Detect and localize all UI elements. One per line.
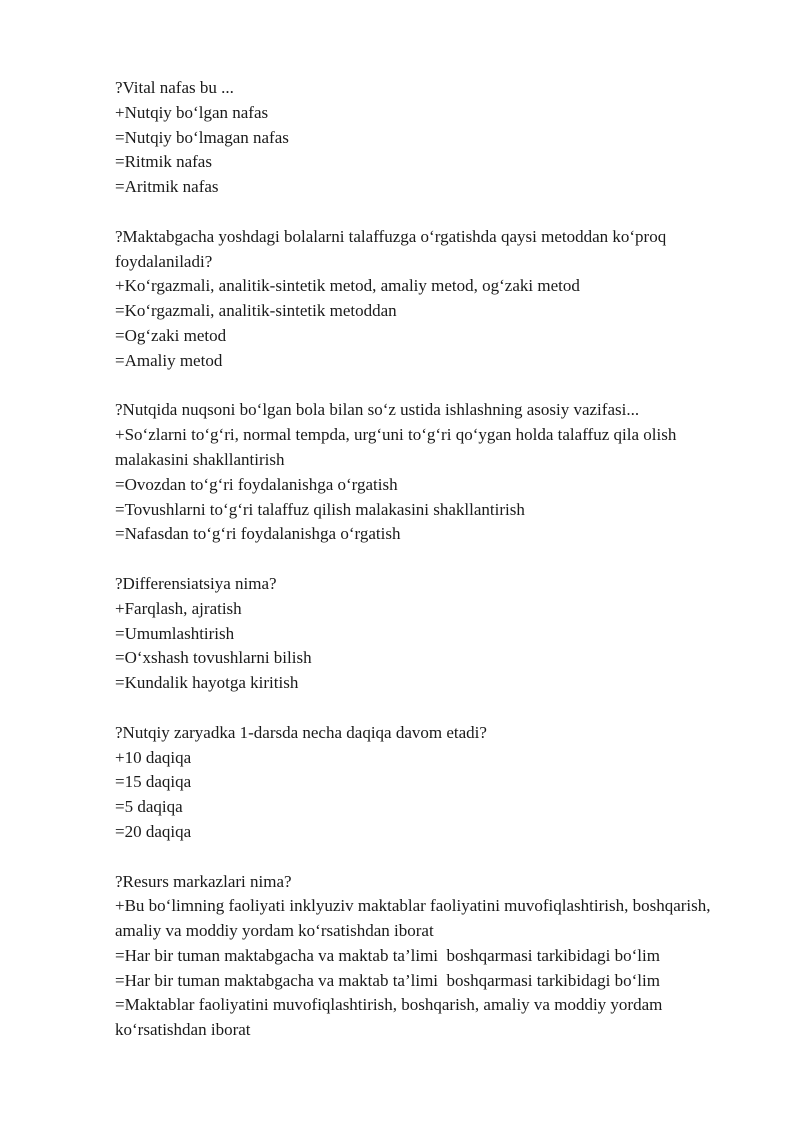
answer-option: =Umumlashtirish [115, 623, 235, 643]
question-text: ?Maktabgacha yoshdagi bolalarni talaffuzga o‘rgatishda qaysi metoddan ko‘proq foydalaniladi? [115, 226, 671, 271]
answer-option: =Nafasdan to‘g‘ri foydalanishga o‘rgatish [115, 524, 401, 544]
question-text: ?Differensiatsiya nima? [115, 573, 277, 593]
answer-option: =Har bir tuman maktabgacha va maktab ta’limi boshqarmasi tarkibidagi bo‘lim [115, 970, 660, 990]
answer-option: =O‘xshash tovushlarni bilish [115, 648, 312, 668]
answer-option: +So‘zlarni to‘g‘ri, normal tempda, urg‘uni to‘g‘ri qo‘ygan holda talaffuz qila olish malakasini shakllantirish [115, 425, 681, 469]
answer-option: =Aritmik nafas [115, 177, 219, 197]
answer-option: =Og‘zaki metod [115, 325, 227, 345]
question-block [115, 721, 745, 845]
answer-option: =Kundalik hayotga kiritish [115, 673, 299, 693]
question-text: ?Vital nafas bu ... [115, 78, 234, 97]
question-text: ?Resurs markazlari nima? [115, 871, 292, 891]
question-text: ?Nutqida nuqsoni bo‘lgan bola bilan so‘z ustida ishlashning asosiy vazifasi... [115, 400, 640, 420]
question-block [115, 398, 745, 547]
answer-option: +Bu bo‘limning faoliyati inklyuziv maktablar faoliyatini muvofiqlashtirish, boshqarish, amaliy va moddiy yordam ko‘rsatishdan iborat [115, 896, 715, 941]
answer-option: =Ko‘rgazmali, analitik-sintetik metoddan [115, 301, 397, 321]
answer-option: =20 daqiqa [115, 821, 192, 841]
answer-option: =Ovozdan to‘g‘ri foydalanishga o‘rgatish [115, 474, 398, 494]
answer-option: =Ritmik nafas [115, 152, 212, 172]
answer-option: =Nutqiy bo‘lmagan nafas [115, 127, 289, 147]
answer-option: +Farqlash, ajratish [115, 598, 242, 618]
question-block [115, 225, 745, 374]
answer-option: =5 daqiqa [115, 797, 183, 817]
question-block [115, 76, 745, 200]
answer-option: =Har bir tuman maktabgacha va maktab ta’limi boshqarmasi tarkibidagi bo‘lim [115, 945, 660, 965]
answer-option: +10 daqiqa [115, 747, 192, 767]
document-page [115, 76, 745, 1068]
question-text: ?Nutqiy zaryadka 1-darsda necha daqiqa davom etadi? [115, 722, 487, 742]
answer-option: =15 daqiqa [115, 772, 192, 792]
question-block [115, 572, 745, 696]
answer-option: +Nutqiy bo‘lgan nafas [115, 102, 269, 122]
answer-option: =Amaliy metod [115, 350, 223, 370]
question-block [115, 870, 745, 1044]
answer-option: =Tovushlarni to‘g‘ri talaffuz qilish malakasini shakllantirish [115, 499, 525, 519]
answer-option: =Maktablar faoliyatini muvofiqlashtirish, boshqarish, amaliy va moddiy yordam ko‘rsatishdan iborat [115, 995, 667, 1040]
answer-option: +Ko‘rgazmali, analitik-sintetik metod, amaliy metod, og‘zaki metod [115, 276, 580, 296]
